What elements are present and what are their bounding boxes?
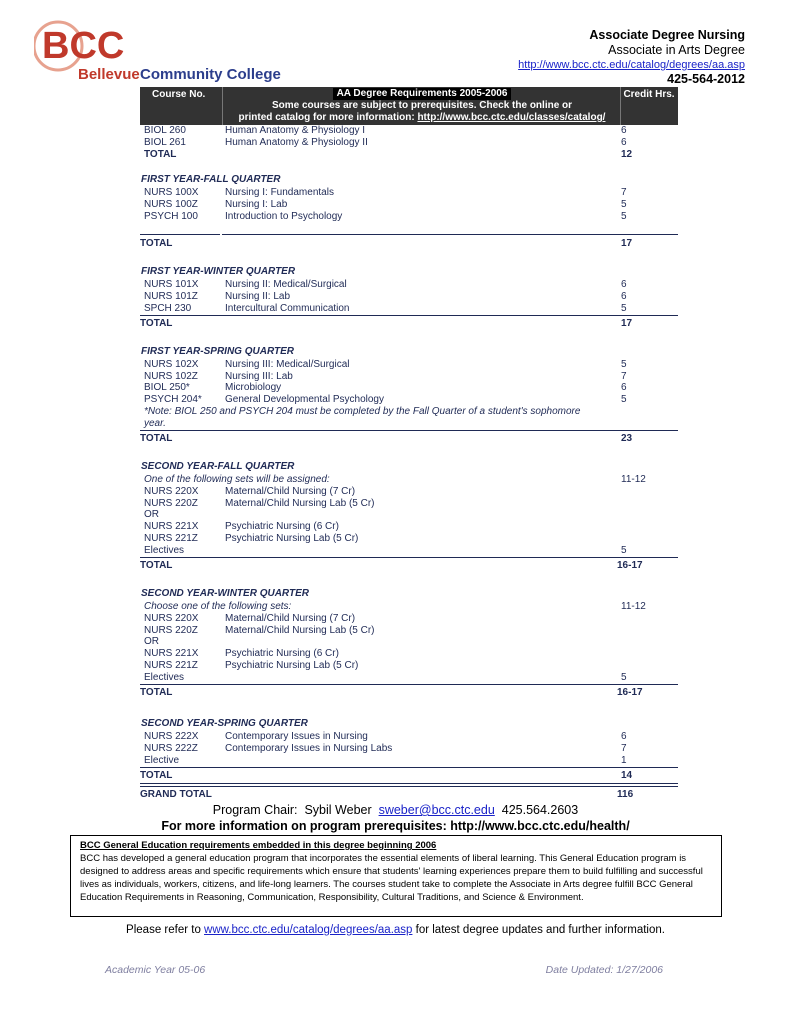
table-row-credits: 6 xyxy=(621,279,627,290)
table-row-code: PSYCH 100 xyxy=(144,211,198,222)
table-row-title: Human Anatomy & Physiology I xyxy=(225,125,366,136)
table-row-title: Nursing I: Lab xyxy=(225,199,288,210)
catalog-link[interactable]: http://www.bcc.ctc.edu/catalog/degrees/aa.asp xyxy=(518,59,745,71)
table-row-code: NURS 220X xyxy=(144,613,199,624)
col-course-no: Course No. xyxy=(152,89,206,100)
table-row-credits: 5 xyxy=(621,211,627,222)
program-title: Associate Degree Nursing xyxy=(589,28,745,42)
total-value: 17 xyxy=(621,238,633,249)
chair-email-link[interactable]: sweber@bcc.ctc.edu xyxy=(378,803,495,817)
gen-ed-box xyxy=(70,835,722,917)
more-info-prefix: For more information on program prerequisites: xyxy=(161,819,451,833)
requirements-title: AA Degree Requirements 2005-2006 xyxy=(333,88,512,100)
table-row-credits: 6 xyxy=(621,291,627,302)
section-heading: SECOND YEAR-FALL QUARTER xyxy=(141,461,295,472)
total-value: 16-17 xyxy=(617,687,643,698)
gen-ed-line: designed to address areas and specific requirements which ensure that students' learning experiences prepare them to build fulfilling and successful xyxy=(80,866,703,877)
electives-label: Electives xyxy=(144,545,185,556)
divider xyxy=(140,234,220,235)
table-row-credits: 1 xyxy=(621,755,627,766)
table-row-credits: 5 xyxy=(621,394,627,405)
section-heading: FIRST YEAR-WINTER QUARTER xyxy=(141,266,296,277)
table-row-code: NURS 220Z xyxy=(144,498,198,509)
section-intro-credits: 11-12 xyxy=(621,601,646,612)
table-row-title: Nursing II: Lab xyxy=(225,291,291,302)
table-row-code: NURS 220X xyxy=(144,486,199,497)
logo-name-1: Bellevue xyxy=(78,66,140,83)
section-heading: FIRST YEAR-FALL QUARTER xyxy=(141,174,281,185)
table-row-credits: 7 xyxy=(621,187,627,198)
section-intro: One of the following sets will be assigned: xyxy=(144,474,330,485)
table-row-title: Nursing II: Medical/Surgical xyxy=(225,279,347,290)
table-row-title: General Developmental Psychology xyxy=(225,394,384,405)
table-row-credits: 6 xyxy=(621,382,627,393)
table-row-credits: 6 xyxy=(621,137,627,148)
table-row-credits: 5 xyxy=(621,199,627,210)
table-row-title: Maternal/Child Nursing Lab (5 Cr) xyxy=(225,498,375,509)
table-row-title: Psychiatric Nursing Lab (5 Cr) xyxy=(225,533,359,544)
refer-prefix: Please refer to xyxy=(126,924,205,936)
table-row-code: NURS 101Z xyxy=(144,291,198,302)
note-line: *Note: BIOL 250 and PSYCH 204 must be completed by the Fall Quarter of a student's sophomore xyxy=(144,406,581,417)
grand-total-label: GRAND TOTAL xyxy=(140,789,212,800)
prereq-note: Some courses are subject to prerequisites. Check the online or xyxy=(271,100,573,111)
table-row-code: NURS 220Z xyxy=(144,625,198,636)
gen-ed-line: lives as individuals, workers, citizens, and life-long learners. The courses student take to complete the Associate in Arts degree fulfill BCC General xyxy=(80,879,693,890)
table-row-code: NURS 221X xyxy=(144,648,199,659)
total-value: 12 xyxy=(621,149,633,160)
table-row-title: Introduction to Psychology xyxy=(225,211,343,222)
table-row-code: NURS 102Z xyxy=(144,371,198,382)
table-header xyxy=(140,87,678,125)
total-label: TOTAL xyxy=(140,433,173,444)
table-row-title: Nursing III: Medical/Surgical xyxy=(225,359,350,370)
health-link[interactable]: http://www.bcc.ctc.edu/health/ xyxy=(450,819,630,833)
grand-total-value: 116 xyxy=(617,789,634,800)
table-row-title: Maternal/Child Nursing Lab (5 Cr) xyxy=(225,625,375,636)
section-intro-credits: 11-12 xyxy=(621,474,646,485)
total-value: 14 xyxy=(621,770,633,781)
total-value: 16-17 xyxy=(617,560,643,571)
degree-updates-link[interactable]: www.bcc.ctc.edu/catalog/degrees/aa.asp xyxy=(204,924,413,936)
table-row-credits: 5 xyxy=(621,303,627,314)
refer-suffix: for latest degree updates and further information. xyxy=(412,924,665,936)
table-row-title: Nursing I: Fundamentals xyxy=(225,187,334,198)
gen-ed-line: Education Requirements in Reasoning, Communication, Responsibility, Cultural Traditions, and Science & Environment. xyxy=(80,892,584,903)
divider xyxy=(222,234,678,235)
table-row-code: OR xyxy=(144,636,159,647)
table-row-code: NURS 101X xyxy=(144,279,199,290)
table-row-title: Psychiatric Nursing (6 Cr) xyxy=(225,648,339,659)
table-row-title: Contemporary Issues in Nursing Labs xyxy=(225,743,393,754)
total-value: 17 xyxy=(621,318,633,329)
total-label: TOTAL xyxy=(140,318,173,329)
table-row-code: NURS 100X xyxy=(144,187,199,198)
total-label: TOTAL xyxy=(140,687,173,698)
chair-phone: 425.564.2603 xyxy=(494,803,579,817)
table-row-code: BIOL 250* xyxy=(144,382,190,393)
table-row-code: SPCH 230 xyxy=(144,303,192,314)
degree-title: Associate in Arts Degree xyxy=(608,43,745,57)
table-row-credits: 6 xyxy=(621,731,627,742)
col-credit-hrs: Credit Hrs. xyxy=(623,89,675,100)
table-row-code: BIOL 260 xyxy=(144,125,186,136)
gen-ed-body xyxy=(80,852,712,904)
table-row-code: Elective xyxy=(144,755,180,766)
logo-letters: BCC xyxy=(42,25,125,67)
electives-credits: 5 xyxy=(621,672,627,683)
divider xyxy=(140,557,678,558)
table-row-title: Human Anatomy & Physiology II xyxy=(225,137,368,148)
catalog-note-prefix: printed catalog for more information: xyxy=(238,112,418,123)
total-label: TOTAL xyxy=(144,149,177,160)
table-row-credits: 5 xyxy=(621,359,627,370)
table-row-title: Nursing III: Lab xyxy=(225,371,293,382)
section-heading: SECOND YEAR-WINTER QUARTER xyxy=(141,588,309,599)
electives-credits: 5 xyxy=(621,545,627,556)
table-row-code: NURS 100Z xyxy=(144,199,198,210)
col-title xyxy=(224,88,620,124)
date-updated: Date Updated: 1/27/2006 xyxy=(545,964,663,976)
table-row-title: Psychiatric Nursing (6 Cr) xyxy=(225,521,339,532)
divider xyxy=(140,786,678,787)
section-heading: SECOND YEAR-SPRING QUARTER xyxy=(141,718,308,729)
total-value: 23 xyxy=(621,433,633,444)
phone-number: 425-564-2012 xyxy=(667,72,745,86)
more-info xyxy=(0,819,791,833)
electives-label: Electives xyxy=(144,672,185,683)
chair-name: Program Chair: Sybil Weber xyxy=(212,803,379,817)
table-row-code: NURS 222Z xyxy=(144,743,198,754)
table-row-code: BIOL 261 xyxy=(144,137,186,148)
divider xyxy=(140,684,678,685)
total-label: TOTAL xyxy=(140,560,173,571)
table-row-credits: 6 xyxy=(621,125,627,136)
divider xyxy=(140,783,678,784)
divider xyxy=(140,767,678,768)
table-row-code: NURS 222X xyxy=(144,731,199,742)
table-row-code: NURS 102X xyxy=(144,359,199,370)
header-info xyxy=(445,0,745,90)
total-label: TOTAL xyxy=(140,238,173,249)
table-row-title: Psychiatric Nursing Lab (5 Cr) xyxy=(225,660,359,671)
logo-name-2: Community College xyxy=(140,66,281,83)
note-line: year. xyxy=(144,418,166,429)
table-row-code: NURS 221X xyxy=(144,521,199,532)
table-row-title: Intercultural Communication xyxy=(225,303,350,314)
table-row-title: Contemporary Issues in Nursing xyxy=(225,731,368,742)
refer-note xyxy=(0,924,791,936)
table-row-credits: 7 xyxy=(621,371,627,382)
program-chair xyxy=(0,803,791,817)
table-row-title: Maternal/Child Nursing (7 Cr) xyxy=(225,486,356,497)
class-catalog-link[interactable]: http://www.bcc.ctc.edu/classes/catalog/ xyxy=(417,112,606,123)
table-row-code: OR xyxy=(144,509,159,520)
bcc-logo xyxy=(34,16,284,86)
section-heading: FIRST YEAR-SPRING QUARTER xyxy=(141,346,294,357)
academic-year: Academic Year 05-06 xyxy=(105,964,206,976)
divider xyxy=(140,315,678,316)
gen-ed-title: BCC General Education requirements embedded in this degree beginning 2006 xyxy=(80,840,437,851)
table-row-code: PSYCH 204* xyxy=(144,394,202,405)
table-row-title: Maternal/Child Nursing (7 Cr) xyxy=(225,613,356,624)
table-row-title: Microbiology xyxy=(225,382,282,393)
table-row-code: NURS 221Z xyxy=(144,660,198,671)
total-label: TOTAL xyxy=(140,770,173,781)
table-row-credits: 7 xyxy=(621,743,627,754)
divider xyxy=(140,430,678,431)
section-intro: Choose one of the following sets: xyxy=(144,601,292,612)
gen-ed-line: BCC has developed a general education program that incorporates the essential elements of liberal learning. This General Education program is xyxy=(80,853,687,864)
table-row-code: NURS 221Z xyxy=(144,533,198,544)
